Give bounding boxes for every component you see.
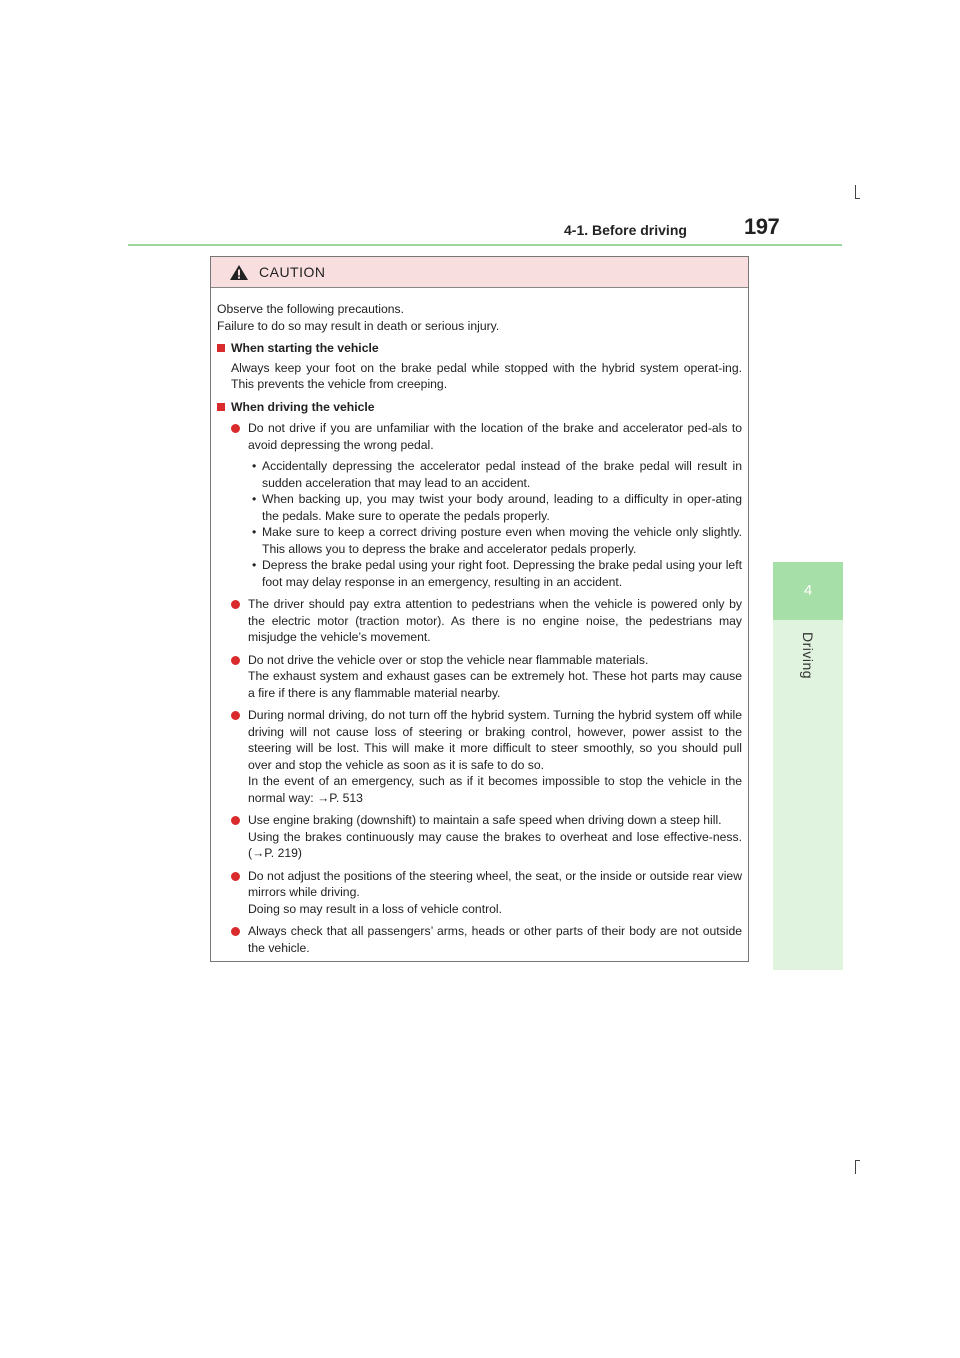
square-bullet-icon: [217, 344, 225, 352]
header-rule: [128, 244, 842, 246]
circle-bullet-icon: [231, 424, 240, 433]
circle-bullet-icon: [231, 711, 240, 720]
dot-bullet-icon: •: [252, 459, 257, 473]
section-heading-label: When starting the vehicle: [231, 341, 379, 355]
section-text: Always keep your foot on the brake pedal while stopped with the hybrid system operat-ing. This prevents the vehicle from creeping.: [231, 360, 742, 391]
page-number: 197: [744, 214, 780, 239]
caution-item: [217, 596, 742, 646]
continuation-text: In the event of an emergency, such as if it becomes impossible to stop the vehicle in the normal way:: [248, 774, 742, 805]
caution-item: [217, 923, 742, 956]
caution-item: [217, 707, 742, 806]
caution-title: CAUTION: [259, 264, 326, 280]
dot-bullet-icon: •: [252, 525, 257, 539]
crop-mark-top: [855, 185, 856, 199]
caution-item: [217, 652, 742, 702]
continuation-text: Using the brakes continuously may cause the brakes to overheat and lose effective-ness. (: [248, 829, 742, 860]
caution-item-continuation: The exhaust system and exhaust gases can be extremely hot. These hot parts may cause a fire if there is any flammable material nearby.: [248, 669, 742, 700]
caution-box: [210, 256, 749, 962]
section-heading-driving: [217, 399, 742, 416]
sub-item-text: Make sure to keep a correct driving posture even when moving the vehicle only slightly. This allows you to depress the brake and accelerator pedals properly.: [262, 525, 742, 556]
caution-intro: [217, 301, 742, 334]
warning-triangle-icon: [229, 264, 249, 281]
section-heading-starting: [217, 340, 742, 357]
caution-item: [217, 868, 742, 918]
crop-mark-bottom-foot: [855, 1160, 860, 1161]
caution-item-continuation: [248, 773, 742, 806]
page-reference-link[interactable]: →P. 513: [317, 790, 363, 805]
caution-item-text: The driver should pay extra attention to pedestrians when the vehicle is powered only by the electric motor (traction motor). As there is no engine noise, the pedestrians may misjudge the vehicle’s movement.: [248, 597, 742, 644]
circle-bullet-icon: [231, 816, 240, 825]
caution-item-text: Do not drive if you are unfamiliar with the location of the brake and accelerator ped-als to avoid depressing the wrong pedal.: [248, 421, 742, 452]
sub-item-text: Depress the brake pedal using your right foot. Depressing the brake pedal using your left foot may delay response in an emergency, resulting in an accident.: [262, 558, 742, 589]
crop-mark-top-foot: [855, 198, 860, 199]
sub-item: [217, 524, 742, 557]
square-bullet-icon: [217, 403, 225, 411]
sub-item: [217, 491, 742, 524]
caution-item-text: During normal driving, do not turn off the hybrid system. Turning the hybrid system off while driving will not cause loss of steering or braking control, however, power assist to the steering will be lost. This will make it more difficult to steer smoothly, so you should pull over and stop the vehicle as soon as it is safe to do so.: [248, 708, 742, 772]
caution-header: [211, 257, 748, 288]
caution-item: [217, 420, 742, 453]
caution-item: [217, 812, 742, 862]
circle-bullet-icon: [231, 600, 240, 609]
caution-item-text: Do not adjust the positions of the steering wheel, the seat, or the inside or outside rear view mirrors while driving.: [248, 868, 742, 899]
dot-bullet-icon: •: [252, 492, 257, 506]
crop-mark-bottom: [855, 1160, 856, 1174]
caution-item-text: Do not drive the vehicle over or stop the vehicle near flammable materials.: [248, 652, 649, 667]
sub-item-text: Accidentally depressing the accelerator pedal instead of the brake pedal will result in sudden acceleration that may lead to an accident.: [262, 459, 742, 490]
caution-body: [211, 288, 748, 956]
chapter-label: Driving: [800, 632, 816, 680]
caution-item-continuation: Doing so may result in a loss of vehicle control.: [248, 901, 503, 916]
caution-item-continuation: [248, 829, 742, 862]
intro-line: Failure to do so may result in death or serious injury.: [217, 318, 500, 333]
section-heading-label: When driving the vehicle: [231, 399, 375, 414]
chapter-tab: 4: [773, 562, 843, 620]
intro-line: Observe the following precautions.: [217, 302, 404, 316]
sub-item-text: When backing up, you may twist your body around, leading to a difficulty in oper-ating the pedals. Make sure to operate the pedals properly.: [262, 492, 742, 523]
section-title: 4-1. Before driving: [564, 222, 687, 238]
sub-item: [217, 557, 742, 590]
dot-bullet-icon: •: [252, 558, 257, 572]
caution-item-text: Use engine braking (downshift) to maintain a safe speed when driving down a steep hill.: [248, 813, 722, 827]
circle-bullet-icon: [231, 872, 240, 881]
page-reference-link[interactable]: →P. 219): [252, 846, 302, 860]
sub-item: [217, 458, 742, 491]
caution-item-text: Always check that all passengers’ arms, heads or other parts of their body are not outside the vehicle.: [248, 924, 742, 955]
circle-bullet-icon: [231, 927, 240, 936]
circle-bullet-icon: [231, 656, 240, 665]
